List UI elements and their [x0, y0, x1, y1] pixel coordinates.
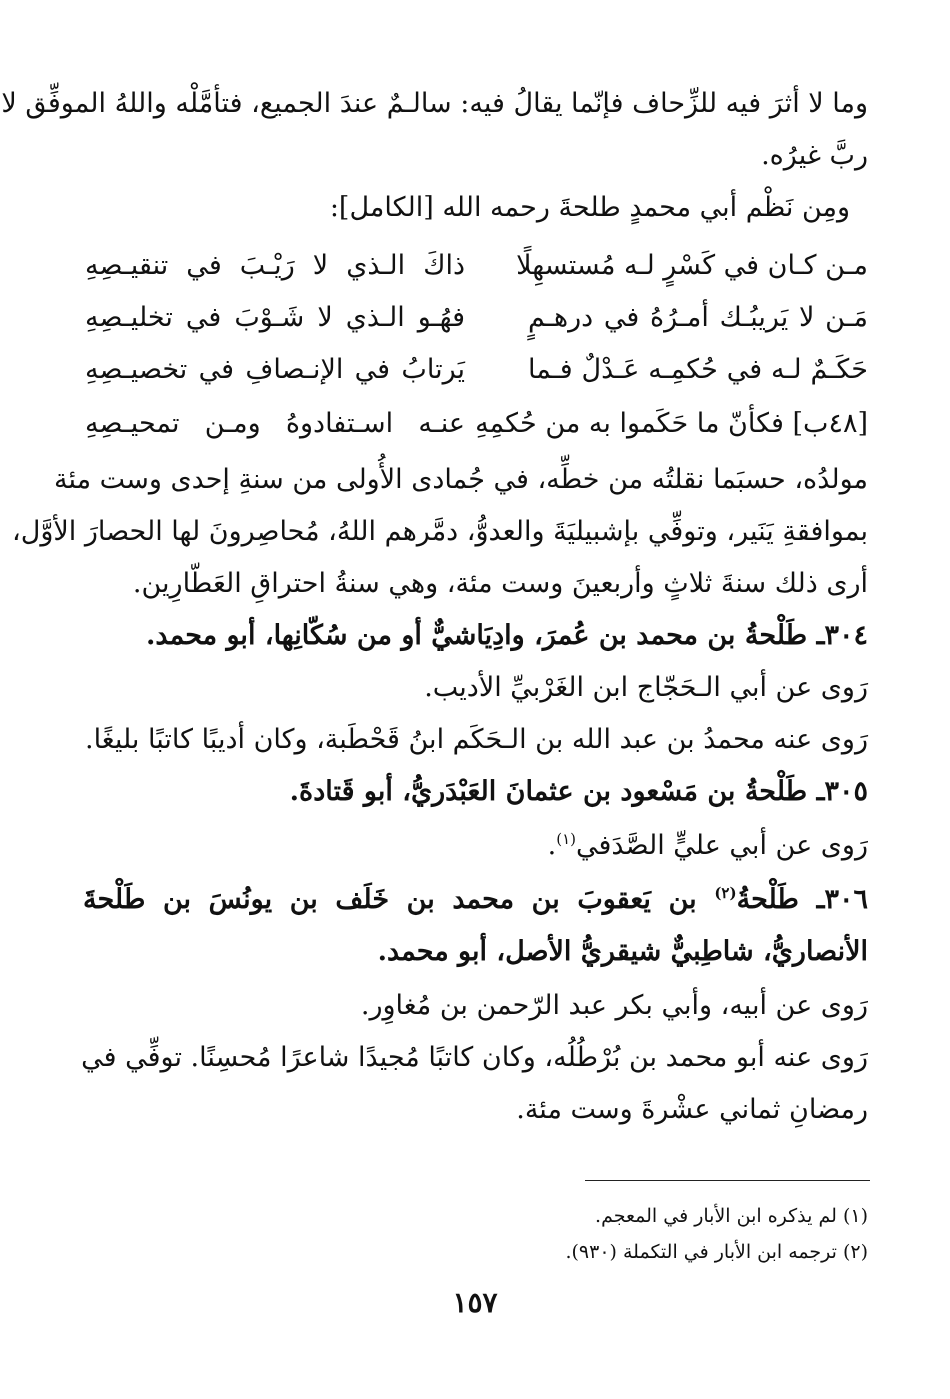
entry-line: رَوى عن أبيه، وأبي بكر عبد الرّحمن بن مُغاوِر.: [360, 990, 868, 1021]
footnote-separator: [585, 1180, 870, 1181]
entry-line: [83, 820, 868, 872]
poem-intro: ومِن نَظْم أبي محمدٍ طلحةَ رحمه الله [الكامل]:: [329, 192, 850, 223]
footnote: (١) لم يذكره ابن الأبار في المعجم.: [595, 1205, 868, 1227]
page-number: ١٥٧: [452, 1286, 498, 1319]
paragraph-line: بموافقةِ يَنَير، وتوفِّي بإشبيليَةَ والعدوُّ، دمَّرهم اللهُ، مُحاصِرونَ لها الحصارَ الأوَّل،: [12, 516, 868, 547]
footnote-ref: (٢): [714, 884, 737, 902]
entry-line: رَوى عنه محمدُ بن عبد الله بن الـحَكَم ابنُ قَحْطَبة، وكان أديبًا كاتبًا بليغًا.: [85, 724, 868, 755]
entry-line-end: .: [547, 830, 557, 861]
paragraph-line: ربَّ غيرُه.: [761, 140, 868, 171]
entry-line: رمضانِ ثماني عشْرةَ وست مئة.: [516, 1094, 868, 1125]
footnote: (٢) ترجمه ابن الأبار في التكملة (٩٣٠).: [565, 1241, 868, 1263]
paragraph-line: أرى ذلك سنةَ ثلاثٍ وأربعينَ وست مئة، وهي سنةُ احتراقِ العَطّارِين.: [132, 568, 868, 599]
verse-second-hemistich: عنـه اسـتفادوهُ ومـن تمحيـصِهِ: [85, 408, 465, 439]
verse-second-hemistich: يَرتابُ في الإنـصافِ في تخصيـصِهِ: [85, 354, 465, 385]
entry-heading: [83, 874, 868, 926]
entry-heading-rest: بن يَعقوبَ بن محمد بن خَلَف بن يونُسَ بن طَلْحةَ: [83, 884, 715, 915]
verse-second-hemistich: فهُـو الـذي لا شَـوْبَ في تخليـصِهِ: [85, 302, 465, 333]
paragraph-line: مولدُه، حسبَما نقلتُه من خطِّه، في جُمادى الأُولى من سنةِ إحدى وست مئة: [54, 464, 868, 495]
verse-first-hemistich: حَكَـمٌ لـه في حُكمِـه عَـدْلٌ فـما: [528, 354, 868, 385]
paragraph-line: وما لا أثرَ فيه للزِّحاف فإنّما يقالُ فيه: سالـمٌ عندَ الجميع، فتأمَّلْه واللهُ الموفِّق لا: [1, 88, 868, 119]
verse-first-hemistich: [٤٨ب] فكأنّ ما حَكَموا به من حُكمِهِ: [475, 408, 868, 439]
entry-heading-start: ٣٠٦ـ طَلْحةُ: [736, 884, 868, 915]
entry-line: رَوى عنه أبو محمد بن بُرْطُلُه، وكان كاتبًا مُجيدًا شاعرًا مُحسِنًا. توفِّي في: [81, 1042, 868, 1073]
verse-second-hemistich: ذاكَ الـذي لا رَيْـبَ في تنقيـصِهِ: [85, 250, 465, 281]
verse-first-hemistich: مَـن لا يَريبُـك أمـرُهُ في درهـمٍ: [528, 302, 868, 333]
entry-heading: ٣٠٥ـ طَلْحةُ بن مَسْعود بن عثمانَ العَبْدَريُّ، أبو قَتادةَ.: [289, 776, 868, 807]
entry-heading: الأنصاريُّ، شاطِبيٌّ شيقريُّ الأصل، أبو محمد.: [377, 936, 868, 967]
entry-line: رَوى عن أبي الـحَجّاج ابن الغَرْبيِّ الأديب.: [424, 672, 868, 703]
entry-line-text: رَوى عن أبي عليٍّ الصَّدَفي: [575, 830, 868, 861]
verse-first-hemistich: مـن كـان في كَسْرٍ لـه مُستسهِلًا: [516, 250, 868, 281]
entry-heading: ٣٠٤ـ طَلْحةُ بن محمد بن عُمرَ، وادِيَاشيٌّ أو من سُكّانِها، أبو محمد.: [146, 620, 868, 651]
footnote-ref: (١): [556, 830, 576, 848]
